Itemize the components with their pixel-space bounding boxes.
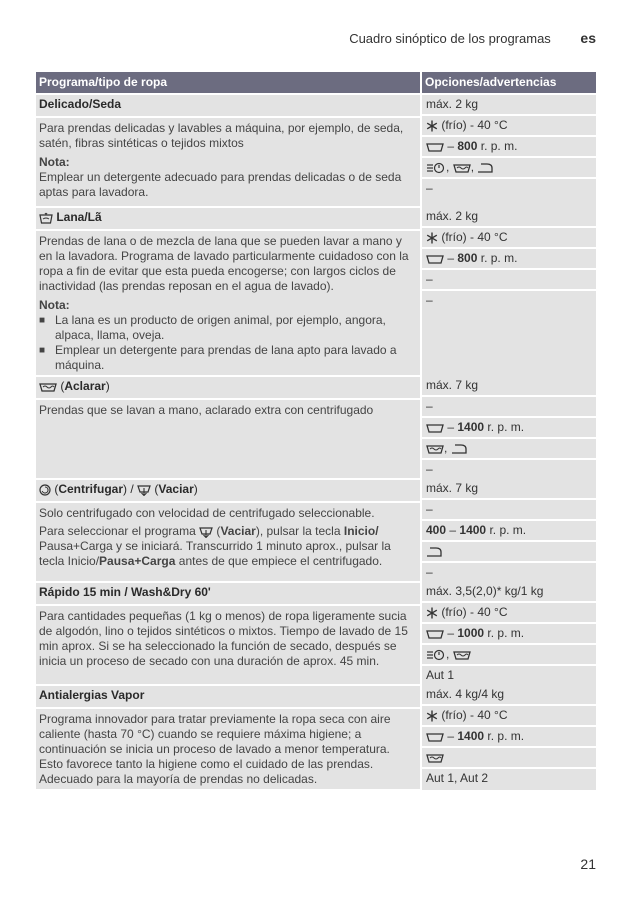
option-extras: ,: [422, 439, 596, 460]
option-extras: [422, 542, 596, 563]
option-load: máx. 7 kg: [422, 376, 596, 397]
option-temperature: (frío) - 40 °C: [422, 706, 596, 727]
program-instructions: Para seleccionar el programa (Vaciar), pulsar la tecla Inicio/ Pausa+Carga y se iniciará. Transcurrido 1 minuto aprox., pulsar la tecla Inicio/Pausa+Carga antes de que empiece el centrifugado.: [39, 524, 391, 568]
program-cell: [36, 582, 421, 685]
option-load: máx. 2 kg: [422, 95, 596, 116]
language-code: es: [580, 30, 596, 46]
option-dry: Aut 1: [426, 668, 455, 682]
option-spin: – 1400 r. p. m.: [422, 418, 596, 439]
spin-speed: 1400: [457, 729, 485, 743]
page-number: 21: [580, 856, 596, 872]
table-row: [36, 479, 596, 582]
program-title: (Aclarar): [36, 377, 420, 400]
list-item: ■ Emplear un detergente para prendas de lana apto para lavado a máquina.: [39, 343, 397, 372]
table-row: [36, 582, 596, 685]
spin-icon: [426, 629, 444, 639]
option-extras: [422, 748, 596, 769]
spin-cycle-icon: [39, 484, 51, 496]
program-title: Delicado/Seda: [36, 95, 420, 118]
spin-speed-min: 400: [426, 523, 447, 537]
program-title: (Centrifugar) / (Vaciar): [36, 480, 420, 503]
program-description: Para prendas delicadas y lavables a máquina, por ejemplo, de seda, satén, fibras sintéticas o tejidos mixtos: [39, 121, 404, 150]
program-title: Rápido 15 min / Wash&Dry 60': [36, 583, 420, 606]
note-label: Nota:: [39, 298, 70, 312]
rinse-icon: [453, 163, 471, 173]
rinse-icon: [426, 444, 444, 454]
table-row: [36, 376, 596, 479]
iron-icon: [451, 443, 467, 455]
header-title: Cuadro sinóptico de los programas: [349, 31, 551, 46]
spin-icon: [426, 254, 444, 264]
program-cell: [36, 685, 421, 790]
option-dry: –: [426, 462, 433, 476]
iron-icon: [426, 546, 442, 558]
program-table: [36, 72, 596, 791]
table-row: [36, 685, 596, 790]
options-cell: [421, 376, 596, 479]
option-temperature: (frío) - 40 °C: [422, 603, 596, 624]
spin-icon: [426, 142, 444, 152]
drain-icon: [199, 526, 213, 538]
timer-icon: [426, 649, 446, 661]
program-description: Programa innovador para tratar previamente la ropa seca con aire caliente (hasta 70 °C) cuando se requiere máxima higiene; a continuación se inicia un proceso de lavado a menor temperatura. Esto favorece tanto la higiene como el cuidado de las prendas. Adecuado para la mayoría de prendas no delicadas.: [39, 712, 391, 786]
spin-speed: 800: [457, 251, 478, 265]
program-title: Antialergias Vapor: [36, 686, 420, 709]
option-load: máx. 3,5(2,0)* kg/1 kg: [422, 582, 596, 603]
option-spin: – 800 r. p. m.: [422, 249, 596, 270]
wool-icon: [39, 212, 53, 224]
page-header: [349, 30, 596, 46]
table-row: [36, 207, 596, 376]
option-extras: –: [422, 270, 596, 291]
option-spin: – 1000 r. p. m.: [422, 624, 596, 645]
timer-icon: [426, 162, 446, 174]
table-row: [36, 94, 596, 207]
program-description: Prendas que se lavan a mano, aclarado extra con centrifugado: [39, 403, 374, 417]
option-extras: ,: [422, 645, 596, 666]
spin-speed: 1400: [457, 420, 485, 434]
temperature-range: (frío) - 40 °C: [441, 118, 508, 132]
drain-icon: [137, 484, 151, 496]
program-cell: [36, 207, 421, 376]
snowflake-icon: [426, 232, 438, 244]
option-load: máx. 7 kg: [422, 479, 596, 500]
option-dry: –: [426, 293, 433, 307]
note-label: Nota:: [39, 155, 70, 169]
spin-speed-max: 1400: [459, 523, 487, 537]
spin-icon: [426, 423, 444, 433]
option-extras: , ,: [422, 158, 596, 179]
rinse-icon: [453, 650, 471, 660]
option-temperature: –: [422, 397, 596, 418]
spin-speed: 1000: [457, 626, 485, 640]
program-description: Para cantidades pequeñas (1 kg o menos) de ropa ligeramente sucia de algodón, lino o tejidos sintéticos o mixtos. Tiempo de lavado de 15 min aprox. Si se ha seleccionado la función de secado, después se inicia un proceso de secado con una duración de aprox. 45 min.: [39, 609, 408, 668]
option-temperature: –: [422, 500, 596, 521]
note-text: Emplear un detergente adecuado para prendas delicadas o de seda aptas para lavadora.: [39, 170, 402, 199]
table-header-row: [36, 72, 596, 94]
options-cell: [421, 207, 596, 376]
program-cell: [36, 376, 421, 479]
column-header-options: Opciones/advertencias: [421, 72, 596, 94]
option-dry: –: [426, 181, 433, 195]
program-cell: [36, 94, 421, 207]
option-dry: –: [426, 565, 433, 579]
spin-icon: [426, 732, 444, 742]
snowflake-icon: [426, 710, 438, 722]
option-spin: 400 – 1400 r. p. m.: [422, 521, 596, 542]
program-description: Prendas de lana o de mezcla de lana que se pueden lavar a mano y en la lavadora. Programa de lavado particularmente cuidadoso con la ropa a fin de evitar que esta pueda encogerse; con largos ciclos de inactividad (las prendas reposan en el agua de lavado).: [39, 234, 409, 293]
program-description: Solo centrifugado con velocidad de centrifugado seleccionable.: [39, 506, 375, 520]
option-dry: Aut 1, Aut 2: [426, 771, 489, 785]
option-spin: – 800 r. p. m.: [422, 137, 596, 158]
option-spin: – 1400 r. p. m.: [422, 727, 596, 748]
options-cell: [421, 94, 596, 207]
options-cell: [421, 685, 596, 790]
list-item: ■ La lana es un producto de origen animal, por ejemplo, angora, alpaca, llama, oveja.: [39, 313, 386, 342]
rinse-icon: [39, 382, 57, 392]
option-load: máx. 2 kg: [422, 207, 596, 228]
rinse-icon: [426, 753, 444, 763]
options-cell: [421, 582, 596, 685]
program-cell: [36, 479, 421, 582]
option-temperature: (frío) - 40 °C: [422, 228, 596, 249]
iron-icon: [477, 162, 493, 174]
option-load: máx. 4 kg/4 kg: [422, 685, 596, 706]
snowflake-icon: [426, 120, 438, 132]
program-title: Lana/Lã: [36, 208, 420, 231]
snowflake-icon: [426, 607, 438, 619]
option-temperature: [422, 116, 596, 137]
options-cell: [421, 479, 596, 582]
column-header-program: Programa/tipo de ropa: [36, 72, 421, 94]
spin-speed: 800: [457, 139, 478, 153]
